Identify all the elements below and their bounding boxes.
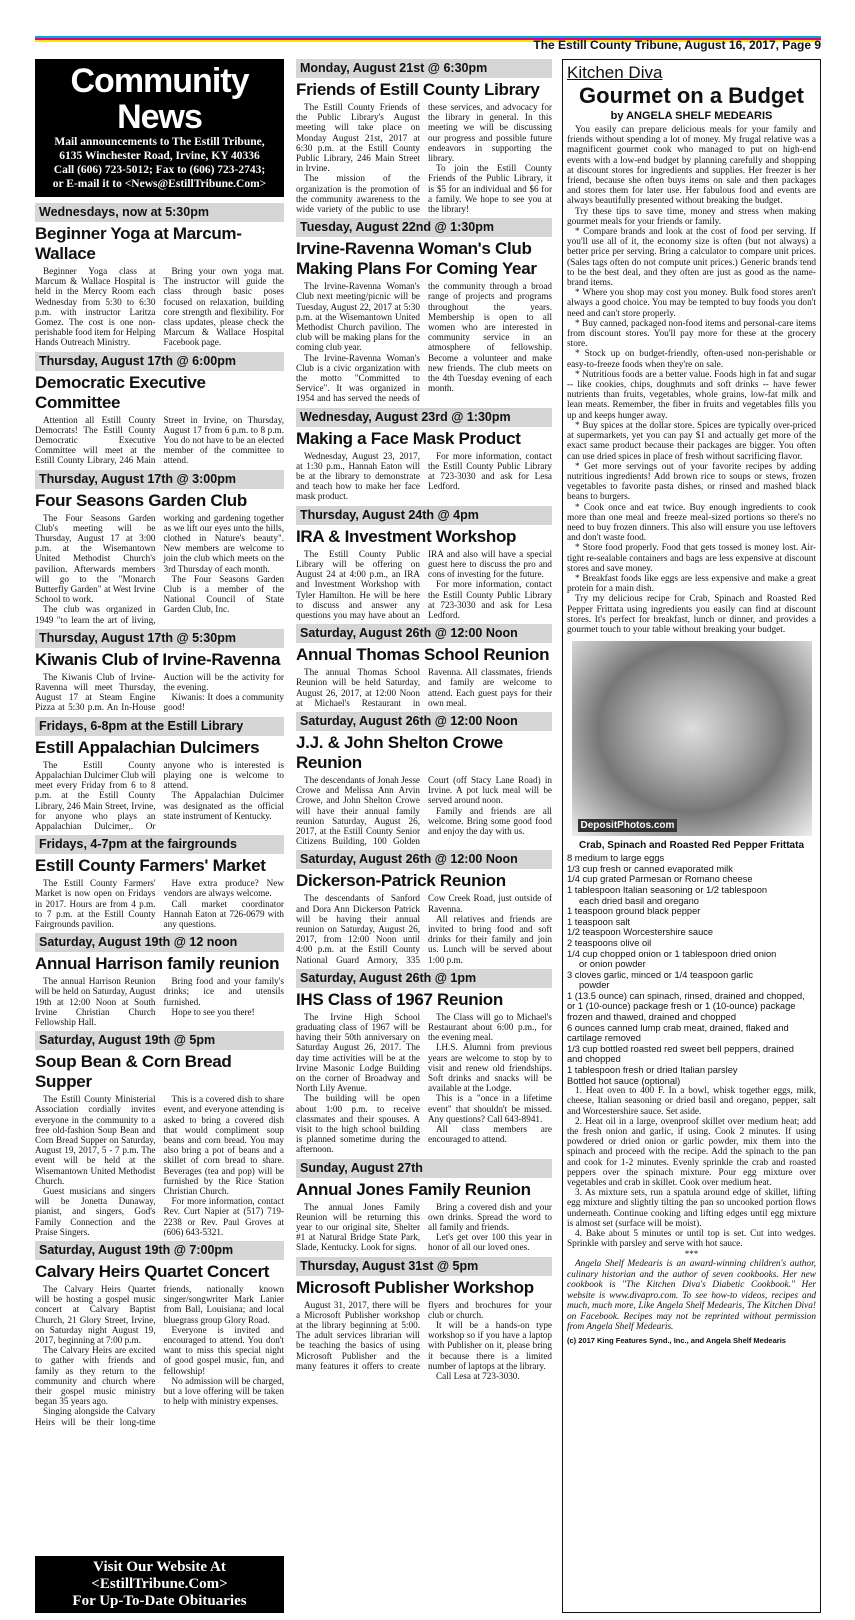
- event-title: Irvine-Ravenna Woman's Club Making Plans For Coming Year: [296, 239, 537, 279]
- event-date-bar: Thursday, August 17th @ 3:00pm: [35, 470, 284, 489]
- event-paragraph: The Irvine-Ravenna Woman's Club is a civic organization with the motto "Committed to Service". It was organized in 1954 and has served the needs of the community through a broad range of projects and programs throughout the years. Membership is open to all women who are interested in community service in an atmosphere of fellowship. Become a volunteer and make new friends. The club meets on the 4th Tuesday evening of each month.: [296, 281, 552, 404]
- ingredient: 1/3 cup bottled roasted red sweet bell peppers, drained: [567, 1043, 794, 1054]
- recipe-step: 1. Heat oven to 400 F. In a bowl, whisk together eggs, milk, cheese, Italian seasoning or dried basil and oregano, pepper, salt and Worcestershire sauce. Set aside.: [567, 1086, 816, 1117]
- event-paragraph: The Estill County Public Library will be offering on August 24 at 4:00 p.m., an IRA and Investment Workshop with Tyler Hamilton. He will be here to discuss and answer any questions you may have about an IRA and also will have a special guest here to discuss the pro and cons of investing for the future.: [296, 548, 552, 620]
- event-text: [296, 102, 552, 214]
- ingredient: each dried basil and oregano: [579, 895, 699, 906]
- event-date-bar: Saturday, August 19th @ 5pm: [35, 1031, 284, 1050]
- event-date-bar: Sunday, August 27th: [296, 1159, 552, 1178]
- event-paragraph: The descendants of Jonah Jesse Crowe and Melissa Ann Arvin Crowe, and John Shelton Crowe will have their annual family reunion Saturday, August 26, 2017, at the Estill County Senior Citizens Building, 100 Golden Court (off Stacy Lane Road) in Irvine. A pot luck meal will be served around noon.: [296, 774, 552, 847]
- article-paragraph: * Buy canned, packaged non-food items and personal-care items from discount stores. You'll pay more for these at the grocery store.: [567, 318, 816, 350]
- event-text: [35, 976, 284, 1027]
- ingredient: 1 teaspoon ground black pepper: [567, 906, 701, 917]
- separator-stars: ***: [684, 1249, 699, 1260]
- recipe-steps: [567, 1086, 816, 1249]
- event-text: [35, 415, 284, 466]
- event-date-bar: Saturday, August 26th @ 12:00 Noon: [296, 712, 552, 731]
- event-col2_events-1: [296, 218, 552, 403]
- website-box: Visit Our Website At <EstillTribune.Com> For Up-To-Date Obituaries: [35, 1556, 284, 1613]
- event-paragraph: The Irvine High School graduating class of 1967 will be having their 50th anniversary on Saturday August 26, 2017. The day time activities will be at the Irvine Masonic Lodge Building on the corner of Broadway and North Lily Avenue.: [296, 1011, 420, 1094]
- event-paragraph: August 31, 2017, there will be a Microsoft Publisher workshop at the library beginning at 5:00. The adult services librarian will be teaching the basics of using Microsoft Publisher and the many features it offers to create flyers and brochures for your club or church.: [296, 1299, 552, 1371]
- article-paragraph: * Nutritious foods are a better value. Foods high in fat and sugar -- like cookies, chips, doughnuts and soft drinks -- have fewer nutrients than fruits, vegetables, whole grains, low-fat milk and lean meats. Remember, the fiber in fruits and vegetables fills you up and keeps hunger away.: [567, 369, 816, 421]
- ingredient: 1 teaspoon salt: [567, 916, 631, 927]
- event-text: [296, 893, 552, 964]
- event-paragraph: Singing alongside the Calvary Heirs will be their long-time friends, nationally known singer/songwriter Mark Lanier from Ball, Louisiana; and local bluegrass group Glory Road.: [35, 1283, 284, 1427]
- byline: by ANGELA SHELF MEDEARIS: [610, 110, 773, 122]
- event-paragraph: Beginner Yoga class at Marcum & Wallace Hospital is held in the Mercy Room each Wednesday from 5:30 to 6:30 p.m. with instructor Laritza Gomez. The cost is one non-perishable food item for Helping Hands Outreach Ministry.: [35, 266, 156, 348]
- ingredient: or onion powder: [579, 959, 646, 970]
- event-date-bar: Thursday, August 31st @ 5pm: [296, 1257, 552, 1276]
- event-col1_events-3: [35, 629, 284, 713]
- event-date-bar: Thursday, August 24th @ 4pm: [296, 506, 552, 525]
- ingredient: or 1 (10-ounce) package fresh or 1 (10-ounce) package: [567, 1001, 796, 1012]
- event-title: Dickerson-Patrick Reunion: [296, 871, 506, 891]
- event-col1_events-5: [35, 835, 284, 929]
- ingredient: 1/3 cup fresh or canned evaporated milk: [567, 863, 733, 874]
- event-title: Calvary Heirs Quartet Concert: [35, 1261, 270, 1281]
- ingredient: 1 (13.5 ounce) can spinach, rinsed, drained and chopped,: [567, 990, 805, 1001]
- event-col2_events-7: [296, 969, 552, 1155]
- event-paragraph: Wednesday, August 23, 2017, at 1:30 p.m., Hannah Eaton will be at the library to demonstrate and teach how to make her face mask product.: [296, 450, 420, 502]
- event-paragraph: Attention all Estill County Democrats! The Estill County Democratic Executive Committee will meet at the Estill County Library, 246 Main Street in Irvine, on Thursday, August 17 from 6 p.m. to 8 p.m. You do not have to be an elected member of the committee to attend.: [35, 414, 284, 466]
- article-paragraph: * Compare brands and look at the cost of food per serving. If you'll use all of it, the economy size is often (but not always) a better price per serving. Bring a calculator to compare unit prices. (Sales tags often do not compute unit prices.) Generic brands tend to be the best deal, and they often are just as good as the name-brand items.: [567, 227, 816, 289]
- ingredient: 3 cloves garlic, minced or 1/4 teaspoon garlic: [567, 969, 754, 980]
- event-title: IHS Class of 1967 Reunion: [296, 989, 503, 1009]
- event-paragraph: The Estill County Ministerial Association cordially invites everyone in the community to a free old-fashion Soup Bean and Corn Bread Supper on Saturday, August 19, 2017, 5 - 7 p.m. The event will be held at the Wisemantown United Methodist Church.: [35, 1094, 156, 1186]
- event-text: [296, 451, 552, 502]
- event-paragraph: The descendants of Sanford and Dora Ann Dickerson Patrick will be having their annual reunion on Saturday, August 26, 2017, from 12:00 Noon until 4:00 p.m. at the Estill County National Guard Armory, 335 Cow Creek Road, just outside of Ravenna.: [296, 893, 552, 965]
- event-col1_events-8: [35, 1241, 284, 1427]
- event-paragraph: The annual Thomas School Reunion will be held Saturday, August 26, 2017, at 12:00 Noon at Michael's Restaurant in Ravenna. All classmates, friends and family are welcome to attend. Each guest pays for their own meal.: [296, 667, 552, 708]
- recipe-title: Crab, Spinach and Roasted Red Pepper Frittata: [578, 840, 805, 852]
- event-text: [296, 1012, 552, 1155]
- event-paragraph: Call Lesa at 723-3030.: [436, 1371, 520, 1382]
- ingredient: 8 medium to large eggs: [567, 853, 665, 864]
- event-paragraph: Let's get over 100 this year in honor of all our loved ones.: [428, 1232, 552, 1253]
- event-paragraph: I.H.S. Alumni from previous years are welcome to stop by to visit and renew old friendships. Soft drinks and snacks will be available at the Lodge.: [428, 1042, 552, 1094]
- event-date-bar: Saturday, August 26th @ 1pm: [296, 969, 552, 988]
- event-col2_events-4: [296, 624, 552, 708]
- event-text: [296, 281, 552, 403]
- event-date-bar: Wednesday, August 23rd @ 1:30pm: [296, 408, 552, 427]
- event-title: Estill Appalachian Dulcimers: [35, 737, 260, 757]
- article-paragraph: * Buy spices at the dollar store. Spices are typically over-priced at supermarkets, yet you can pay $1 and actually get more of the exact same product because their packages are bigger. You often can use dried spices in place of fresh without sacrificing flavor.: [567, 420, 816, 462]
- event-paragraph: Bring a covered dish and your own drinks. Spread the word to all family and friends.: [428, 1201, 552, 1233]
- event-text: [296, 1300, 552, 1382]
- article-title: Gourmet on a Budget: [579, 83, 804, 108]
- photo-watermark: DepositPhotos.com: [578, 819, 678, 832]
- community-news-info: Mail announcements to The Estill Tribune, 6135 Winchester Road, Irvine, KY 40336 Call (606) 723-5012; Fax to (606) 723-2743; or E-mail it to <News@EstillTribune.Com>: [52, 136, 267, 190]
- event-paragraph: The Appalachian Dulcimer was designated as the official state instrument of Kentucky.: [163, 790, 284, 821]
- article-body: [567, 125, 816, 635]
- ingredient: 6 ounces canned lump crab meat, drained, flaked and: [567, 1022, 789, 1033]
- event-text: [35, 878, 284, 929]
- article-paragraph: * Breakfast foods like eggs are less expensive and make a great protein for a main dish.: [567, 573, 816, 595]
- event-date-bar: Saturday, August 26th @ 12:00 Noon: [296, 624, 552, 643]
- event-paragraph: All relatives and friends are invited to bring food and soft drinks for their family and join us. Lunch will be served about 1:00 p.m.: [428, 913, 552, 965]
- ingredient: 1/2 teaspoon Worcestershire sauce: [567, 927, 714, 938]
- event-paragraph: The Four Seasons Garden Club's meeting will be Thursday, August 17 at 3:00 p.m. at the Wisemantown United Methodist Church's pavilion. Afterwards members will go to the "Monarch Butterfly Garden" at West Irvine School to work.: [35, 512, 156, 605]
- article-paragraph: * Cook once and eat twice. Buy enough ingredients to cook more than one meal and freeze meal-sized portions so there's no need to buy frozen dinners. This also will ensure you use leftovers and don't waste food.: [567, 502, 816, 544]
- event-paragraph: The Calvary Heirs are excited to gather with friends and family as they return to the community and church where their gospel music ministry began 35 years ago.: [35, 1345, 156, 1407]
- event-col1_events-7: [35, 1031, 284, 1237]
- ingredient: cartilage removed: [567, 1033, 641, 1044]
- event-col2_events-6: [296, 850, 552, 964]
- ingredient-list: [567, 853, 816, 1086]
- ingredient: 1 tablespoon fresh or dried Italian parsley: [567, 1065, 738, 1076]
- event-text: [35, 1094, 284, 1237]
- article-paragraph: Try these tips to save time, money and stress when making gourmet meals for your friends or family.: [567, 206, 816, 227]
- event-paragraph: This is a covered dish to share event, and everyone attending is asked to bring a covered dish that would compliment soup beans and corn bread. You may also bring a pot of beans and a skillet of corn bread to share. Beverages (tea and pop) will be furnished by the Rice Station Christian Church.: [163, 1094, 284, 1196]
- event-text: [296, 1202, 552, 1253]
- event-paragraph: The annual Jones Family Reunion will be returning this year to our original site, Shelter #1 at Natural Bridge State Park, Slade, Kentucky. Look for signs.: [296, 1201, 420, 1253]
- event-title: Making a Face Mask Product: [296, 428, 521, 448]
- ingredient: 2 teaspoons olive oil: [567, 937, 652, 948]
- event-paragraph: The Estill County Farmers' Market is now open on Fridays in 2017. Hours are from 4 p.m. to 7 p.m. at the Estill County Fairgrounds pavilion.: [35, 878, 156, 929]
- event-title: Four Seasons Garden Club: [35, 490, 247, 510]
- recipe-step: 4. Bake about 5 minutes or until top is set. Cut into wedges. Sprinkle with parsley and serve with hot sauce.: [567, 1229, 816, 1250]
- column-middle: [296, 59, 552, 1613]
- event-date-bar: Thursday, August 17th @ 6:00pm: [35, 352, 284, 371]
- event-title: Beginner Yoga at Marcum-Wallace: [35, 224, 242, 263]
- article-paragraph: * Where you shop may cost you money. Bulk food stores aren't always a good choice. You may be tempted to buy foods you don't need and can't store properly.: [567, 288, 816, 319]
- event-date-bar: Fridays, 4-7pm at the fairgrounds: [35, 835, 284, 854]
- ingredient: powder: [579, 980, 610, 991]
- event-paragraph: No admission will be charged, but a love offering will be taken to help with ministry expenses.: [163, 1375, 284, 1407]
- article-paragraph: You easily can prepare delicious meals for your family and friends without spending a lot of money. My frugal relative was a magnificent gourmet cook who managed to put on high-end events with a low-end budget by planning carefully and shopping at discount stores for ingredients and supplies. Her freezer is her friend, because she often buys items on sale and then packages and stores them for later use. Her fabulous food and events are always beautifully presented without breaking the budget.: [567, 125, 816, 207]
- event-paragraph: The Class will go to Michael's Restaurant about 6:00 p.m., for the evening meal.: [428, 1011, 552, 1043]
- event-col1_events-6: [35, 933, 284, 1027]
- running-head: The Estill County Tribune, August 16, 2017, Page 9: [533, 38, 821, 52]
- middle-events: [296, 59, 552, 1381]
- recipe-step: 3. As mixture sets, run a spatula around edge of skillet, lifting egg mixture and slightly tilting the pan so uncooked portion flows underneath. Continue cooking and lifting edges until egg mixture is almost set (surface will be moist).: [567, 1188, 816, 1229]
- event-title: Soup Bean & Corn Bread Supper: [35, 1052, 232, 1092]
- ingredient: 1/4 cup grated Parmesan or Romano cheese: [567, 874, 753, 885]
- event-title: Estill County Farmers' Market: [35, 856, 266, 876]
- event-text: [296, 549, 552, 620]
- author-bio: Angela Shelf Medearis is an award-winning children's author, culinary historian and the author of seven cookbooks. Her new cookbook is "The Kitchen Diva's Diabetic Cookbook." Her website is www.divapro.com. To see how-to videos, recipes and much, much more, Like Angela Shelf Medearis, The Kitchen Diva! on Facebook. Recipes may not be reprinted without permission from Angela Shelf Medearis.: [567, 1259, 816, 1332]
- event-paragraph: The Kiwanis Club of Irvine-Ravenna will meet Thursday, August 17 at Steam Engine Pizza at 5:30 p.m. An In-House Auction will be the activity for the evening.: [35, 671, 284, 713]
- ingredient: 1 tablespoon Italian seasoning or 1/2 tablespoon: [567, 884, 768, 895]
- event-col1_events-4: [35, 717, 284, 831]
- event-paragraph: For more information, contact Rev. Curt Napier at (517) 719-2238 or Rev. Paul Groves at (606) 643-5321.: [163, 1196, 284, 1237]
- event-col2_events-9: [296, 1257, 552, 1382]
- event-paragraph: For more information, contact the Estill County Public Library at 723-3030 and ask for Lesa Ledford.: [428, 579, 552, 620]
- left-events: [35, 203, 284, 1427]
- event-paragraph: Hope to see you there!: [171, 1006, 255, 1017]
- event-text: [35, 1284, 284, 1427]
- article-paragraph: * Store food properly. Food that gets tossed is money lost. Air-tight re-sealable containers and bags are less expensive at discount stores and save money.: [567, 543, 816, 574]
- event-title: Microsoft Publisher Workshop: [296, 1277, 534, 1297]
- event-paragraph: Guest musicians and singers will be Jonetta Dunaway, pianist, and singers, God's Family Connection and the Praise Singers.: [35, 1185, 156, 1237]
- event-paragraph: Everyone is invited and encouraged to attend. You don't want to miss this special night of good gospel music, fun, and fellowship!: [163, 1324, 284, 1376]
- event-col2_events-3: [296, 506, 552, 620]
- event-col2_events-8: [296, 1159, 552, 1253]
- event-paragraph: For more information, contact the Estill County Public Library at 723-3030 and ask for Lesa Ledford.: [428, 450, 552, 492]
- event-paragraph: This is a "once in a lifetime event" that shouldn't be missed. Any questions? Call 643-8941.: [428, 1093, 552, 1124]
- event-paragraph: The annual Harrison Reunion will be held on Saturday, August 19th at 12:00 Noon at South Irvine Christian Church Fellowship Hall.: [35, 976, 156, 1027]
- ingredient: Bottled hot sauce (optional): [567, 1075, 681, 1086]
- event-text: [35, 672, 284, 713]
- community-news-header: [35, 59, 284, 197]
- event-title: Annual Harrison family reunion: [35, 954, 280, 974]
- event-text: [35, 760, 284, 831]
- event-paragraph: The Estill County Friends of the Public Library's August meeting will take place on Monday August 21st, 2017 at 6:30 p.m. at the Estill County Public Library, 246 Main Street in Irvine.: [296, 102, 420, 174]
- event-paragraph: The Calvary Heirs Quartet will be hosting a gospel music concert at Calvary Baptist Church, 21 Glory Street, Irvine, on Saturday night August 19, 2017, beginning at 7:00 p.m.: [35, 1283, 156, 1345]
- event-col1_events-0: [35, 203, 284, 348]
- event-paragraph: Family and friends are all welcome. Bring some good food and enjoy the day with us.: [428, 805, 552, 836]
- event-paragraph: The building will be open about 1:00 p.m. to receive classmates and their spouses. A visit to the high school building is planned sometime during the afternoon.: [296, 1093, 420, 1155]
- event-paragraph: The Estill County Appalachian Dulcimer Club will meet every Friday from 6 to 8 p.m. at the Estill County Library, 246 Main Street, Irvine, for anyone who plays an Appalachian Dulcimer,. Or anyone who is interested is playing one is welcome to attend.: [35, 759, 284, 831]
- ingredient: frozen and thawed, drained and chopped: [567, 1012, 737, 1023]
- event-date-bar: Saturday, August 26th @ 12:00 Noon: [296, 850, 552, 869]
- event-paragraph: Kiwanis: It does a community good!: [163, 692, 284, 713]
- event-date-bar: Saturday, August 19th @ 7:00pm: [35, 1241, 284, 1260]
- event-date-bar: Saturday, August 19th @ 12 noon: [35, 933, 284, 952]
- column-left: [35, 59, 284, 1613]
- article-paragraph: * Get more servings out of your favorite recipes by adding nutritious ingredients! Add brown rice to soups or stews, frozen vegetables to favorite pasta dishes, or rinsed and mashed black beans to burgers.: [567, 461, 816, 503]
- event-date-bar: Monday, August 21st @ 6:30pm: [296, 59, 552, 78]
- event-col2_events-2: [296, 408, 552, 502]
- event-title: Democratic Executive Committee: [35, 372, 206, 412]
- event-paragraph: The club was organized in 1949 "to learn the art of living, working and gardening together as we lift our eyes unto the hills, clothed in Nature's beauty". New members are welcome to join the club which meets on the 3rd Thursday of each month.: [35, 512, 284, 625]
- event-text: [35, 266, 284, 348]
- ingredient: and chopped: [567, 1054, 621, 1065]
- event-text: [296, 775, 552, 846]
- event-paragraph: It will be a hands-on type workshop so if you have a laptop with Publisher on it, please bring it because there is a limited number of laptops at the library.: [428, 1320, 552, 1371]
- event-title: J.J. & John Shelton Crowe Reunion: [296, 732, 503, 772]
- ingredient: 1/4 cup chopped onion or 1 tablespoon dried onion: [567, 948, 777, 959]
- event-paragraph: The Four Seasons Garden Club is a member of the National Council of State Garden Club, Inc.: [163, 573, 284, 615]
- event-paragraph: All class members are encouraged to attend.: [428, 1124, 552, 1145]
- event-title: Friends of Estill County Library: [296, 80, 540, 99]
- event-col1_events-1: [35, 352, 284, 466]
- event-paragraph: Bring food and your family's drinks; ice and utensils furnished.: [163, 976, 284, 1007]
- event-col2_events-5: [296, 712, 552, 846]
- article-paragraph: Try my delicious recipe for Crab, Spinach and Roasted Red Pepper Frittata using ingredients you easily can find at discount stores. It's perfect for breakfast, lunch or dinner, and provides a gourmet touch to your table without breaking your budget.: [567, 594, 816, 635]
- community-news-title: Community News: [70, 62, 249, 136]
- recipe-step: 2. Heat oil in a large, ovenproof skillet over medium heat; add the fresh onion and garlic, if using. Cook 2 minutes. If using powdered or dried onion or garlic powder, mix them into the spinach and proceed with the recipe. Add the spinach to the pan and cook for 1-2 minutes. Evenly sprinkle the crab and roasted peppers over the spinach mixture. Pour egg mixture over vegetables and crab in skillet. Cook over medium heat.: [567, 1116, 816, 1189]
- event-paragraph: To join the Estill County Friends of the Public Library, it is $5 for an individual and $6 for a family. We hope to see you at the library!: [428, 163, 552, 215]
- article-paragraph: * Stock up on budget-friendly, often-used non-perishable or easy-to-freeze foods when they're on sale.: [567, 349, 816, 370]
- copyright: (c) 2017 King Features Synd., Inc., and Angela Shelf Medearis: [567, 1336, 786, 1346]
- event-paragraph: The mission of the organization is the promotion of the community awareness to the wide variety of the public to use these services, and advocacy for the library in general. In this meeting we will be discussing our progress and possible future endeavors in supporting the library.: [296, 102, 552, 215]
- event-date-bar: Tuesday, August 22nd @ 1:30pm: [296, 218, 552, 237]
- event-col2_events-0: [296, 59, 552, 214]
- event-paragraph: Have extra produce? New vendors are always welcome.: [163, 878, 284, 899]
- event-title: Annual Thomas School Reunion: [296, 645, 550, 665]
- kitchen-diva-label: Kitchen Diva: [567, 63, 663, 82]
- event-date-bar: Thursday, August 17th @ 5:30pm: [35, 629, 284, 648]
- event-paragraph: Bring your own yoga mat. The instructor will guide the class through basic poses focused on relaxation, building core strength and flexibility. For class updates, please check the Marcum & Wallace Hospital Facebook page.: [163, 266, 284, 348]
- event-date-bar: Fridays, 6-8pm at the Estill Library: [35, 717, 284, 736]
- event-date-bar: Wednesdays, now at 5:30pm: [35, 203, 284, 222]
- event-text: [35, 513, 284, 625]
- event-text: [296, 667, 552, 708]
- event-title: IRA & Investment Workshop: [296, 526, 517, 546]
- kitchen-diva-column: [562, 59, 821, 1613]
- event-title: Kiwanis Club of Irvine-Ravenna: [35, 649, 281, 669]
- frittata-photo: [572, 641, 812, 836]
- event-title: Annual Jones Family Reunion: [296, 1179, 531, 1199]
- event-paragraph: Call market coordinator Hannah Eaton at 726-0679 with any questions.: [163, 898, 284, 929]
- event-col1_events-2: [35, 470, 284, 625]
- event-paragraph: The Irvine-Ravenna Woman's Club next meeting/picnic will be Tuesday, August 22, 2017 at 5:30 p.m. at the Wisemantown United Methodist Church pavilion. The club will be making plans for the coming club year.: [296, 281, 420, 353]
